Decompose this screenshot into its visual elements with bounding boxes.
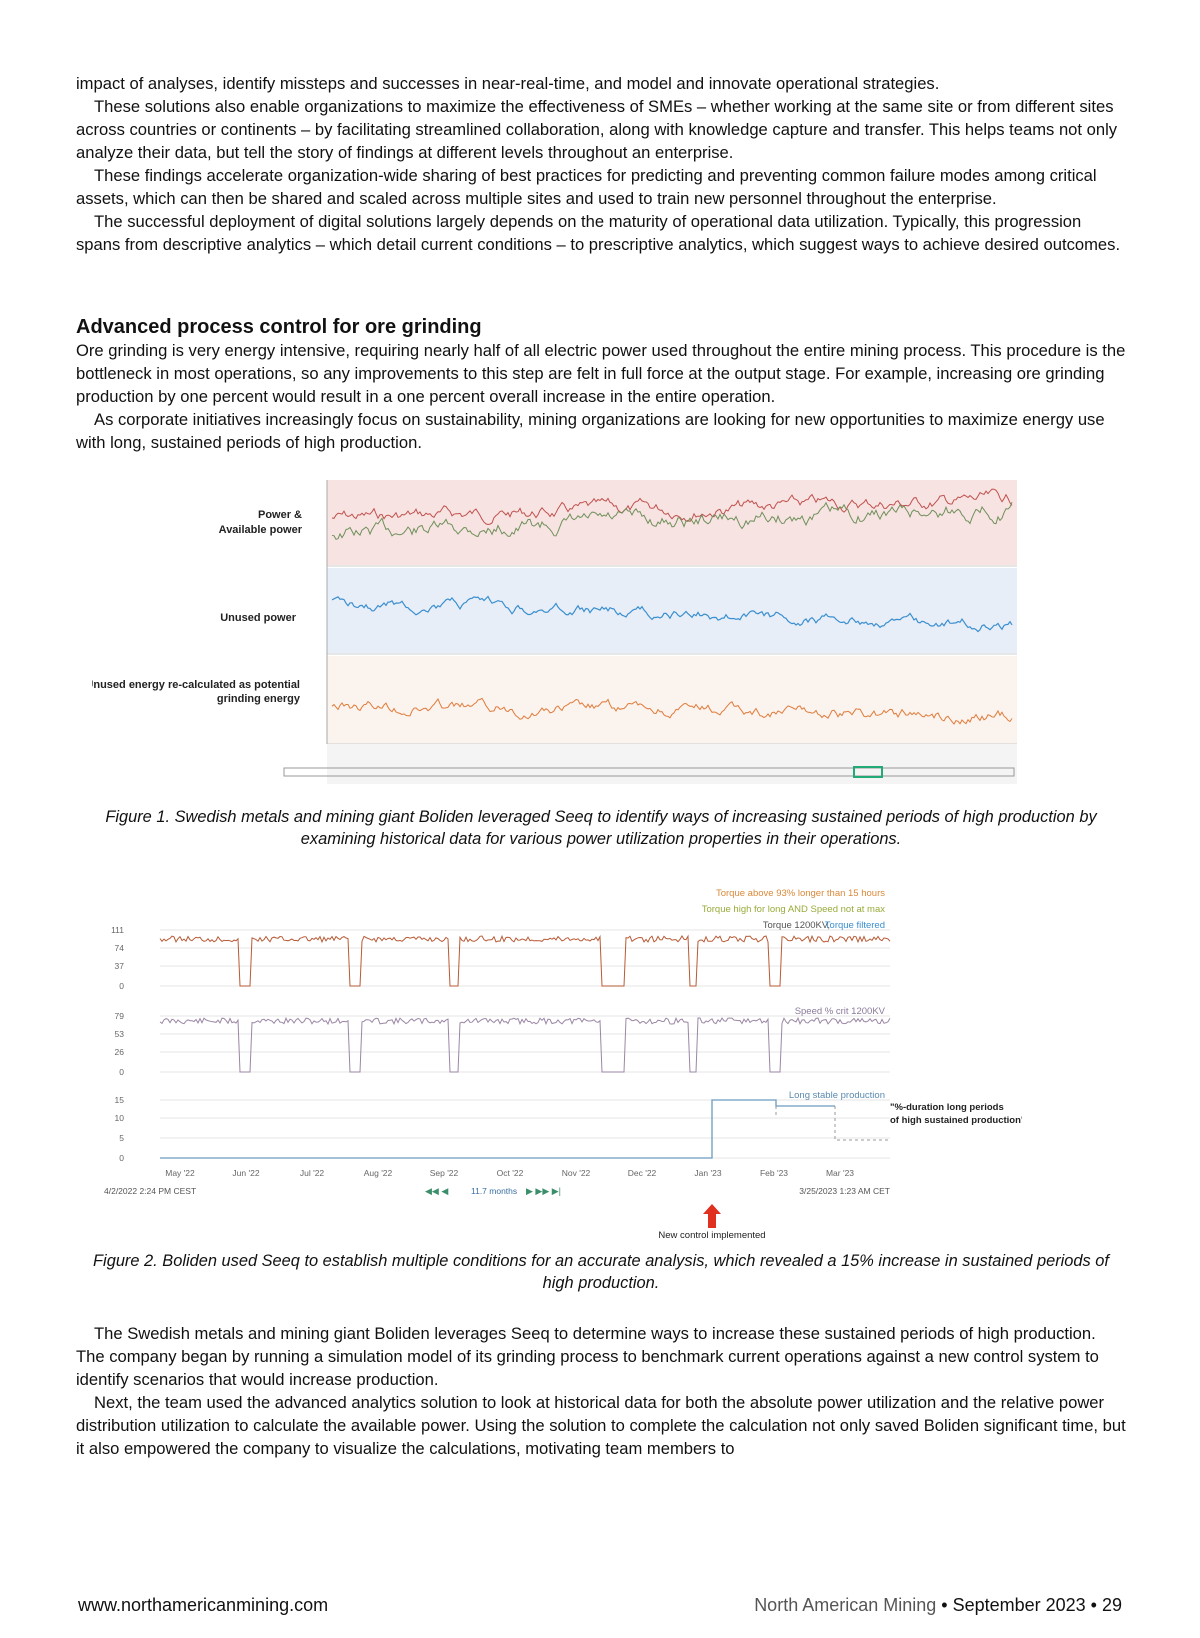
intro-paragraph-4: The successful deployment of digital solutions largely depends on the maturity of operational data utilization. Typically, this progression spans from descriptive analytics – which detail current conditions – to prescriptive analytics, which suggest ways to achieve desired outcomes. [76, 212, 1121, 254]
footer-website[interactable]: www.northamericanmining.com [78, 1595, 329, 1615]
month-label: May '22 [165, 1168, 195, 1178]
footer-issue-date: • September 2023 • 29 [936, 1595, 1122, 1615]
long-tick: 15 [114, 1095, 124, 1105]
torque-tick: 0 [119, 981, 124, 991]
month-label: Jan '23 [694, 1168, 722, 1178]
end-date: 3/25/2023 1:23 AM CET [799, 1186, 890, 1196]
speed-tick: 79 [114, 1011, 124, 1021]
annotation-line-2: of high sustained production" [890, 1115, 1022, 1126]
legend-torque-high: Torque high for long AND Speed not at max [701, 904, 885, 915]
annotation-line-1: "%-duration long periods [890, 1102, 1004, 1113]
long-tick: 5 [119, 1133, 124, 1143]
footer-publication: North American Mining [754, 1595, 937, 1615]
figure-1-chart [92, 478, 1022, 796]
label-power: Power & [257, 509, 302, 521]
figure-2 [90, 882, 1022, 1244]
torque-tick: 111 [111, 925, 124, 935]
label-grinding-energy: grinding energy [216, 693, 300, 705]
power-panel-bg [327, 480, 1017, 565]
legend-torque-93: Torque above 93% longer than 15 hours [715, 888, 885, 899]
energy-panel-bg [327, 656, 1017, 744]
month-label: Jun '22 [232, 1168, 260, 1178]
label-unused-power: Unused power [220, 612, 296, 624]
month-label: Jul '22 [299, 1168, 325, 1178]
intro-text [76, 72, 1126, 256]
month-label: Aug '22 [363, 1168, 393, 1178]
section-paragraph-1: Ore grinding is very energy intensive, requiring nearly half of all electric power used throughout the entire mining process. This procedure is the bottleneck in most operations, so any improvements to this step are felt in full force at the output stage. For example, increasing ore grinding production by one percent would result in a one percent overall increase in the entire operation. [76, 341, 1126, 406]
intro-paragraph-3: These findings accelerate organization-wide sharing of best practices for predicting and preventing common failure modes among critical assets, which can then be shared and scaled across multiple sites and used to train new personnel throughout the enterprise. [76, 166, 1097, 208]
section-ore-grinding [76, 315, 1126, 454]
figure-2-chart [90, 882, 1022, 1244]
month-label: Feb '23 [759, 1168, 789, 1178]
forward-controls[interactable]: ▶ ▶▶ ▶| [526, 1186, 562, 1196]
month-label: Sep '22 [429, 1168, 459, 1178]
month-label: Nov '22 [561, 1168, 591, 1178]
time-axis-strip [327, 744, 1017, 784]
section-heading: Advanced process control for ore grinding [76, 316, 482, 338]
range-label: 11.7 months [471, 1186, 518, 1196]
month-label: Dec '22 [627, 1168, 657, 1178]
speed-tick: 26 [114, 1047, 124, 1057]
intro-paragraph-2: These solutions also enable organizations to maximize the effectiveness of SMEs – whether working at the same site or from different sites across countries or continents – by facilitating streamlined collaboration, along with knowledge capture and transfer. This helps teams not only analyze their data, but tell the story of findings at different levels throughout an enterprise. [76, 97, 1118, 162]
closing-text [76, 1322, 1126, 1460]
legend-speed: Speed % crit 1200KV [794, 1006, 885, 1017]
speed-tick: 53 [114, 1029, 124, 1039]
figure-2-caption: Figure 2. Boliden used Seeq to establish multiple conditions for an accurate analysis, which revealed a 15% increase in sustained periods of high production. [93, 1252, 1109, 1292]
closing-paragraph-1: The Swedish metals and mining giant Boliden leverages Seeq to determine ways to increase these sustained periods of high production. The company began by running a simulation model of its grinding process to benchmark current operations against a new control system to identify scenarios that would increase production. [76, 1324, 1099, 1389]
figure-1 [92, 478, 1022, 796]
speed-tick: 0 [119, 1067, 124, 1077]
unused-panel-bg [327, 568, 1017, 653]
label-unused-energy: Unused energy re-calculated as potential [92, 679, 300, 691]
torque-tick: 74 [114, 943, 124, 953]
intro-paragraph-1: impact of analyses, identify missteps and successes in near-real-time, and model and innovate operational strategies. [76, 74, 940, 93]
month-label: Mar '23 [825, 1168, 855, 1178]
legend-torque: Torque 1200KV, [762, 920, 830, 931]
rewind-controls[interactable]: ◀◀ ◀ [425, 1186, 449, 1196]
footer-issue [754, 1595, 1122, 1616]
section-paragraph-2: As corporate initiatives increasingly focus on sustainability, mining organizations are looking for new opportunities to maximize energy use with long, sustained periods of high production. [76, 410, 1105, 452]
month-label: Oct '22 [496, 1168, 524, 1178]
legend-long-stable: Long stable production [788, 1090, 885, 1101]
legend-torque-filtered: Torque filtered [824, 920, 885, 931]
closing-paragraph-2: Next, the team used the advanced analytics solution to look at historical data for both the absolute power utilization and the relative power distribution utilization to calculate the available power. Using the solution to complete the calculation not only saved Boliden significant time, but it also empowered the company to visualize the calculations, motivating team members to [76, 1393, 1126, 1458]
long-tick: 10 [114, 1113, 124, 1123]
start-date: 4/2/2022 2:24 PM CEST [104, 1186, 197, 1196]
figure-1-caption: Figure 1. Swedish metals and mining giant Boliden leveraged Seeq to identify ways of increasing sustained periods of high production by examining historical data for various power utilization properties in their operations. [105, 808, 1097, 848]
torque-tick: 37 [114, 961, 124, 971]
label-available-power: Available power [218, 524, 302, 536]
long-tick: 0 [119, 1153, 124, 1163]
new-control-label: New control implemented [658, 1230, 766, 1241]
